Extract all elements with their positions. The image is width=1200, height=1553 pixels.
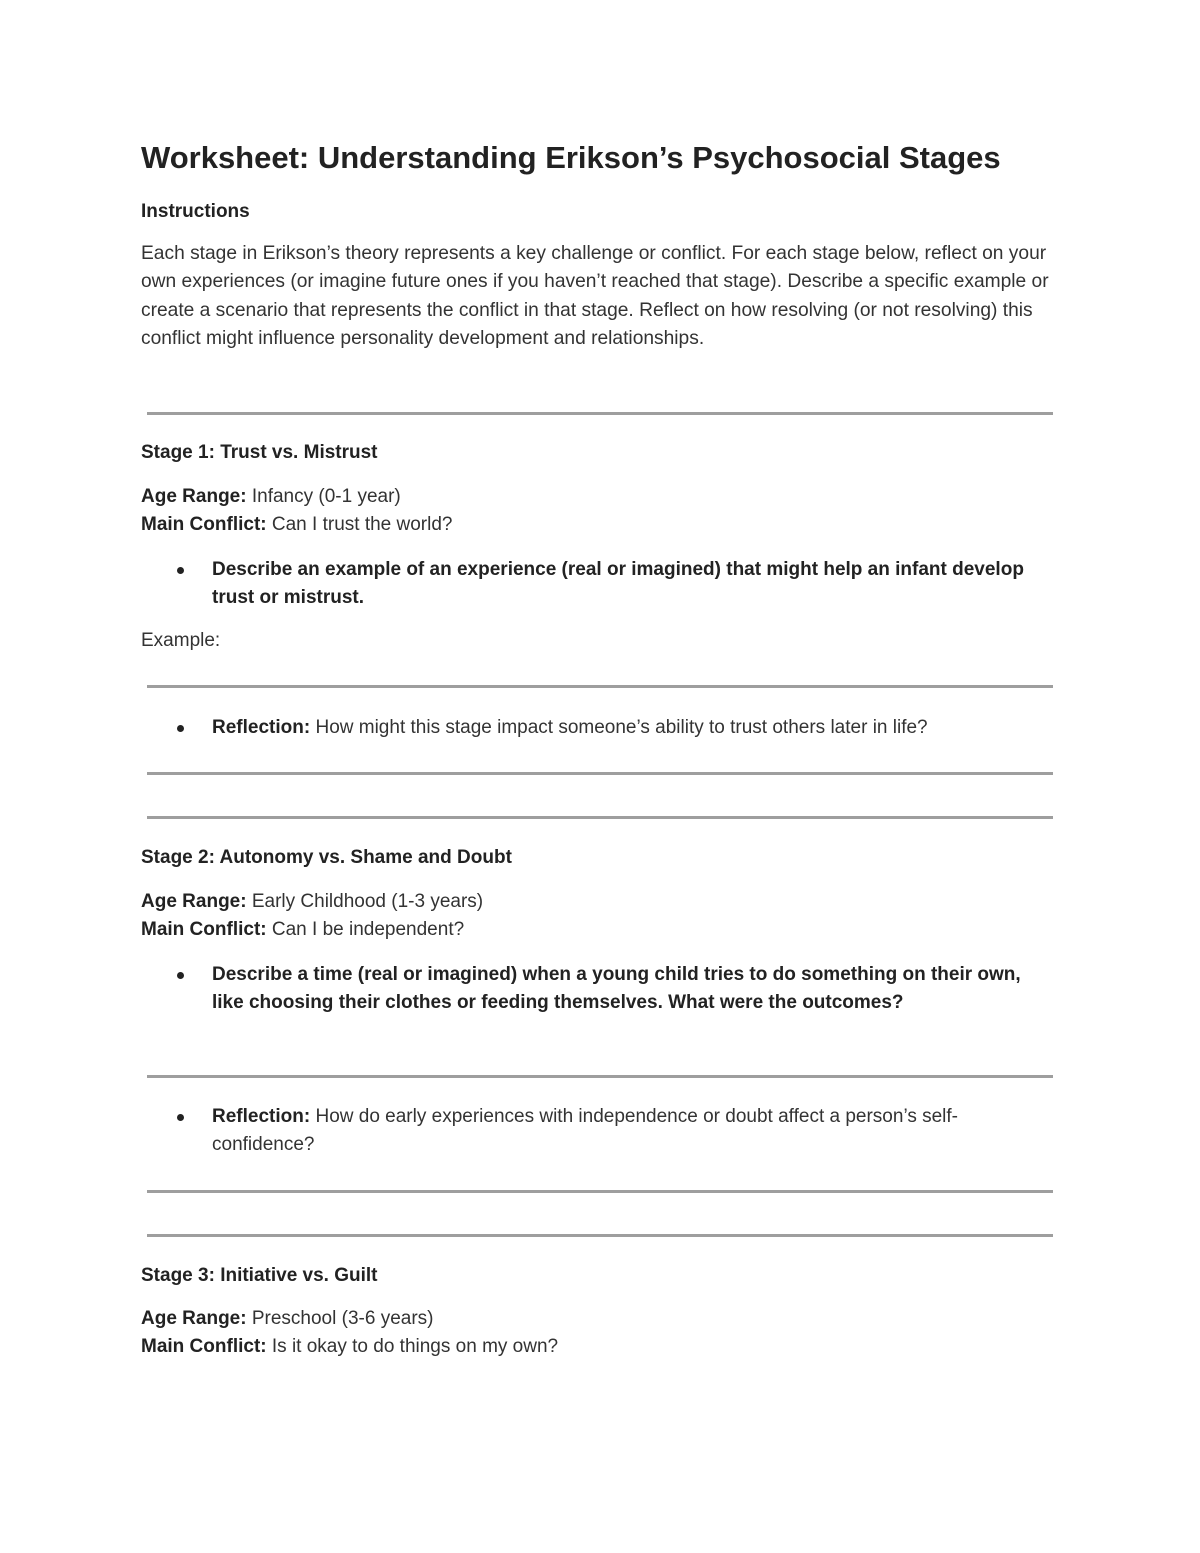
stage-2-reflection [212,1103,1053,1159]
stage-3-age-range [141,1308,433,1330]
page-title: Worksheet: Understanding Erikson’s Psychosocial Stages [141,140,1001,175]
age-range-label: Age Range: [141,891,247,912]
answer-line[interactable] [147,1075,1053,1078]
reflection-question: How might this stage impact someone’s ability to trust others later in life? [315,717,928,738]
bullet-icon [177,1114,184,1121]
age-range-value: Preschool (3-6 years) [251,1308,434,1329]
stage-1-main-conflict [141,514,452,536]
reflection-label: Reflection: [212,717,311,738]
instructions-heading: Instructions [141,201,250,222]
main-conflict-value: Is it okay to do things on my own? [271,1336,559,1357]
stage-2-prompt: Describe a time (real or imagined) when a young child tries to do something on their own, like choosing their clothes or feeding themselves. What were the outcomes? [212,964,1021,1013]
stage-2-heading: Stage 2: Autonomy vs. Shame and Doubt [141,847,512,868]
stage-1-reflection [212,714,1053,742]
example-label: Example: [141,630,221,651]
reflection-question: How do early experiences with independence or doubt affect a person’s self-confidence? [212,1106,958,1155]
stage-1-age-range [141,486,401,508]
age-range-value: Early Childhood (1-3 years) [251,891,484,912]
divider [147,816,1053,819]
stage-3-heading: Stage 3: Initiative vs. Guilt [141,1265,378,1286]
main-conflict-value: Can I be independent? [271,919,465,940]
bullet-icon [177,972,184,979]
stage-2-main-conflict [141,919,464,941]
stage-1-prompt: Describe an example of an experience (real or imagined) that might help an infant develop trust or mistrust. [212,559,1024,608]
reflection-label: Reflection: [212,1106,311,1127]
stage-1-heading: Stage 1: Trust vs. Mistrust [141,442,378,463]
answer-line[interactable] [147,772,1053,775]
main-conflict-value: Can I trust the world? [271,514,453,535]
answer-line[interactable] [147,1190,1053,1193]
age-range-label: Age Range: [141,486,247,507]
bullet-icon [177,567,184,574]
divider [147,1234,1053,1237]
main-conflict-label: Main Conflict: [141,514,267,535]
stage-3-main-conflict [141,1336,558,1358]
main-conflict-label: Main Conflict: [141,1336,267,1357]
divider [147,412,1053,415]
main-conflict-label: Main Conflict: [141,919,267,940]
bullet-icon [177,725,184,732]
age-range-label: Age Range: [141,1308,247,1329]
age-range-value: Infancy (0-1 year) [251,486,401,507]
instructions-body: Each stage in Erikson’s theory represents a key challenge or conflict. For each stage below, reflect on your own experiences (or imagine future ones if you haven’t reached that stage). Describe a specific example or create a scenario that represents the conflict in that stage. Reflect on how resolving (or not resolving) this conflict might influence personality development and relationships. [141,243,1049,350]
stage-2-age-range [141,891,483,913]
answer-line[interactable] [147,685,1053,688]
